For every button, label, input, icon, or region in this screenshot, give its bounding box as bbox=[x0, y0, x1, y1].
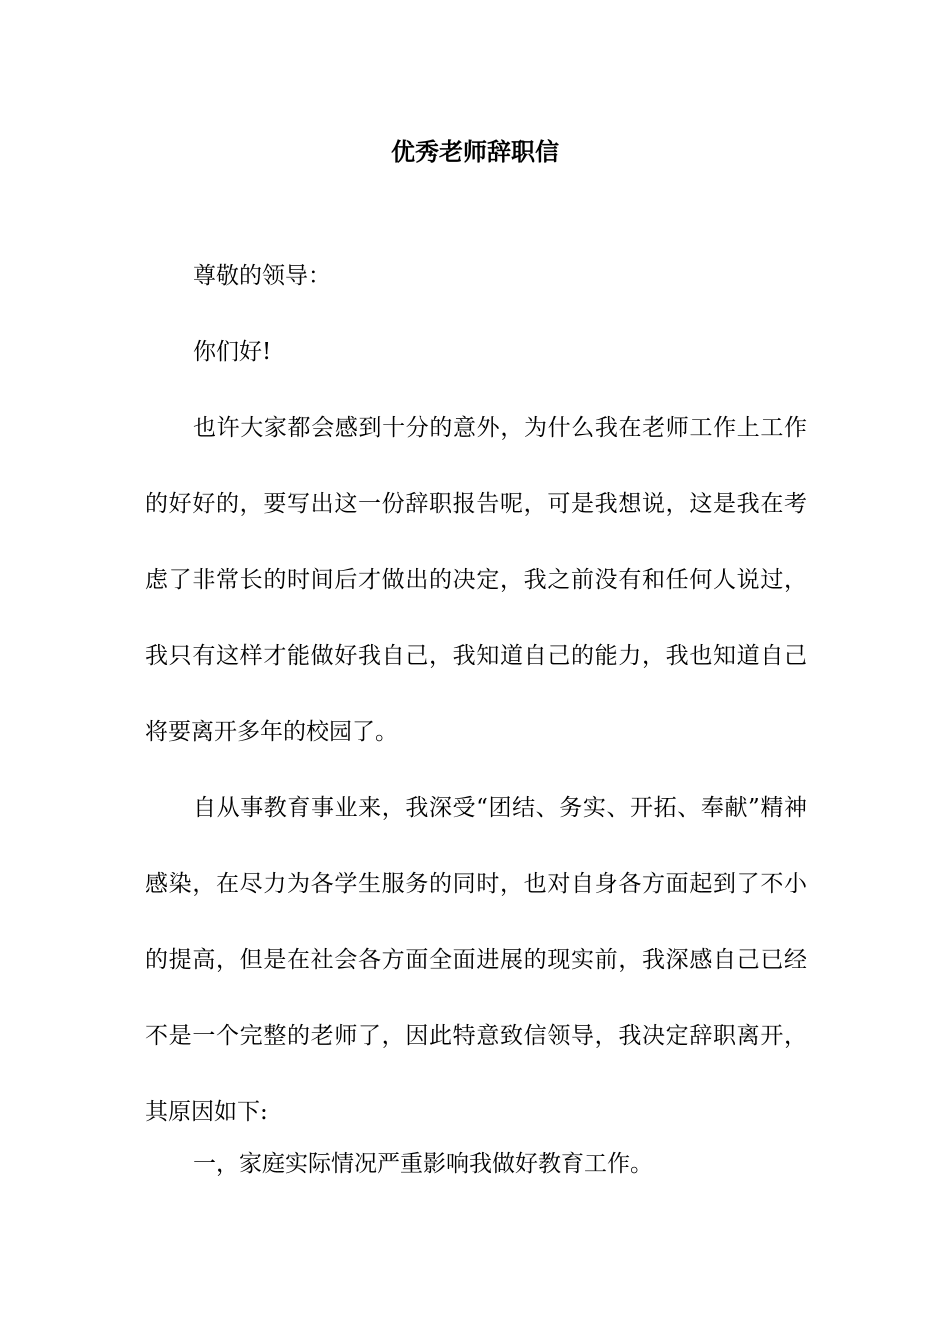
paragraph-intro: 也许大家都会感到十分的意外，为什么我在老师工作上工作的好好的，要写出这一份辞职报告呢，可是我想说，这是我在考虑了非常长的时间后才做出的决定，我之前没有和任何人说过，我只有这样才能做好我自己，我知道自己的能力，我也知道自己将要离开多年的校园了。 bbox=[145, 415, 807, 745]
salutation: 尊敬的领导： bbox=[193, 263, 331, 289]
paragraph-reason-one: 一，家庭实际情况严重影响我做好教育工作。 bbox=[193, 1151, 653, 1177]
document-title: 优秀老师辞职信 bbox=[391, 137, 559, 166]
paragraph-reason-context: 自从事教育事业来，我深受“团结、务实、开拓、奉献”精神感染，在尽力为各学生服务的同时，也对自身各方面起到了不小的提高，但是在社会各方面全面进展的现实前，我深感自己已经不是一个完整的老师了，因此特意致信领导，我决定辞职离开，其原因如下: bbox=[145, 795, 807, 1125]
greeting: 你们好! bbox=[193, 339, 272, 365]
